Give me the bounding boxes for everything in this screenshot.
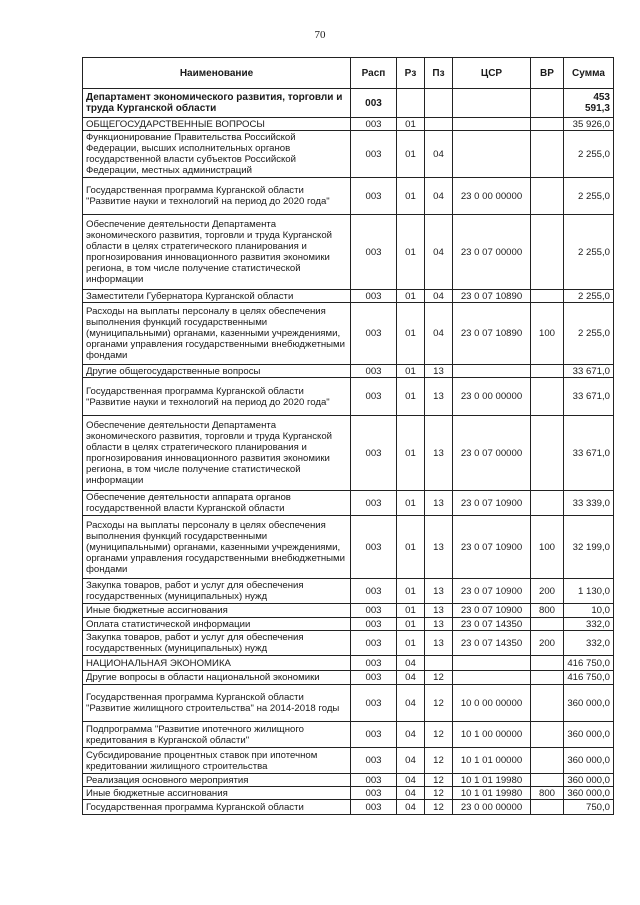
cell-pz: 04	[425, 303, 453, 365]
cell-rz: 01	[397, 365, 425, 378]
cell-pz	[425, 89, 453, 118]
cell-rasp: 003	[351, 118, 397, 131]
cell-rasp: 003	[351, 178, 397, 215]
cell-rz: 01	[397, 604, 425, 618]
cell-rasp: 003	[351, 290, 397, 303]
cell-rasp: 003	[351, 89, 397, 118]
cell-vr	[531, 365, 564, 378]
cell-sum: 2 255,0	[564, 215, 614, 290]
table-row	[83, 604, 614, 618]
cell-rz: 01	[397, 416, 425, 491]
table-row	[83, 671, 614, 685]
cell-vr	[531, 618, 564, 631]
cell-csr	[453, 131, 531, 178]
cell-vr	[531, 378, 564, 416]
cell-sum: 2 255,0	[564, 131, 614, 178]
cell-sum: 360 000,0	[564, 774, 614, 787]
cell-sum: 33 671,0	[564, 416, 614, 491]
cell-pz: 13	[425, 378, 453, 416]
cell-name: Государственная программа Курганской области "Развитие жилищного строительства" на 2014-2018 годы	[83, 685, 351, 722]
cell-name: Другие вопросы в области национальной экономики	[83, 671, 351, 685]
cell-rz: 04	[397, 656, 425, 671]
cell-rasp: 003	[351, 416, 397, 491]
cell-vr	[531, 89, 564, 118]
cell-pz: 12	[425, 800, 453, 815]
cell-csr: 23 0 07 10890	[453, 290, 531, 303]
column-header-sum: Сумма	[564, 58, 614, 89]
cell-name: Государственная программа Курганской области	[83, 800, 351, 815]
cell-rasp: 003	[351, 516, 397, 579]
cell-rz: 04	[397, 748, 425, 774]
cell-sum: 332,0	[564, 618, 614, 631]
table-row	[83, 656, 614, 671]
cell-name: Реализация основного мероприятия	[83, 774, 351, 787]
cell-pz: 12	[425, 748, 453, 774]
cell-rz: 04	[397, 722, 425, 748]
cell-vr	[531, 178, 564, 215]
table-row	[83, 748, 614, 774]
cell-pz: 04	[425, 290, 453, 303]
table-row	[83, 416, 614, 491]
table-row	[83, 215, 614, 290]
cell-pz: 12	[425, 774, 453, 787]
cell-rasp: 003	[351, 365, 397, 378]
cell-rz: 01	[397, 491, 425, 516]
column-header-rz: Рз	[397, 58, 425, 89]
cell-pz: 04	[425, 178, 453, 215]
cell-vr	[531, 671, 564, 685]
cell-rasp: 003	[351, 671, 397, 685]
cell-csr: 23 0 07 00000	[453, 416, 531, 491]
cell-rz: 01	[397, 516, 425, 579]
cell-name: Расходы на выплаты персоналу в целях обеспечения выполнения функций государственными (муниципальными) органами, казенными учреждениями, органами управления государственными внебюджетными фондами	[83, 303, 351, 365]
cell-sum: 750,0	[564, 800, 614, 815]
cell-csr	[453, 365, 531, 378]
cell-sum: 360 000,0	[564, 722, 614, 748]
cell-csr: 10 1 01 00000	[453, 748, 531, 774]
table-row	[83, 378, 614, 416]
table-row	[83, 290, 614, 303]
cell-sum: 1 130,0	[564, 579, 614, 604]
cell-csr: 10 1 01 19980	[453, 774, 531, 787]
cell-csr: 23 0 00 00000	[453, 178, 531, 215]
cell-csr	[453, 671, 531, 685]
cell-csr: 23 0 07 10890	[453, 303, 531, 365]
cell-pz: 13	[425, 579, 453, 604]
cell-csr: 23 0 07 14350	[453, 618, 531, 631]
table-body	[83, 89, 614, 815]
cell-rz: 04	[397, 800, 425, 815]
cell-sum: 10,0	[564, 604, 614, 618]
cell-csr	[453, 89, 531, 118]
cell-rz: 04	[397, 671, 425, 685]
table-row	[83, 178, 614, 215]
cell-csr: 10 0 00 00000	[453, 685, 531, 722]
cell-rasp: 003	[351, 378, 397, 416]
table-row	[83, 618, 614, 631]
table-row	[83, 787, 614, 800]
cell-vr	[531, 416, 564, 491]
cell-name: Закупка товаров, работ и услуг для обеспечения государственных (муниципальных) нужд	[83, 579, 351, 604]
cell-rz: 01	[397, 618, 425, 631]
table-header-row	[83, 58, 614, 89]
cell-name: Субсидирование процентных ставок при ипотечном кредитовании жилищного строительства	[83, 748, 351, 774]
cell-name: Закупка товаров, работ и услуг для обеспечения государственных (муниципальных) нужд	[83, 631, 351, 656]
cell-pz: 12	[425, 671, 453, 685]
cell-name: Расходы на выплаты персоналу в целях обеспечения выполнения функций государственными (муниципальными) органами, казенными учреждениями, органами управления государственными внебюджетными фондами	[83, 516, 351, 579]
cell-rasp: 003	[351, 800, 397, 815]
table-row	[83, 631, 614, 656]
cell-sum: 32 199,0	[564, 516, 614, 579]
cell-csr: 10 1 01 19980	[453, 787, 531, 800]
cell-vr	[531, 215, 564, 290]
cell-csr: 23 0 07 10900	[453, 579, 531, 604]
column-header-csr: ЦСР	[453, 58, 531, 89]
cell-vr	[531, 774, 564, 787]
table-row	[83, 722, 614, 748]
cell-sum: 2 255,0	[564, 303, 614, 365]
table-row	[83, 579, 614, 604]
cell-pz: 13	[425, 491, 453, 516]
cell-rz: 01	[397, 378, 425, 416]
cell-pz: 12	[425, 787, 453, 800]
cell-pz: 04	[425, 131, 453, 178]
column-header-pz: Пз	[425, 58, 453, 89]
cell-csr	[453, 656, 531, 671]
cell-sum: 2 255,0	[564, 178, 614, 215]
cell-csr: 23 0 07 10900	[453, 516, 531, 579]
cell-rasp: 003	[351, 722, 397, 748]
cell-pz: 12	[425, 685, 453, 722]
cell-pz: 13	[425, 604, 453, 618]
cell-csr: 10 1 00 00000	[453, 722, 531, 748]
cell-pz: 13	[425, 365, 453, 378]
cell-name: Заместители Губернатора Курганской области	[83, 290, 351, 303]
cell-sum: 360 000,0	[564, 787, 614, 800]
cell-rz: 04	[397, 787, 425, 800]
column-header-rasp: Расп	[351, 58, 397, 89]
cell-sum: 416 750,0	[564, 671, 614, 685]
cell-csr	[453, 118, 531, 131]
table-row	[83, 303, 614, 365]
cell-sum: 33 339,0	[564, 491, 614, 516]
cell-name: Функционирование Правительства Российской Федерации, высших исполнительных органов государственной власти субъектов Российской Федерации, местных администраций	[83, 131, 351, 178]
cell-sum: 2 255,0	[564, 290, 614, 303]
cell-name: Обеспечение деятельности Департамента экономического развития, торговли и труда Курганской области в целях стратегического планирования и прогнозирования инновационного развития экономики региона, в том числе получение статистической информации	[83, 215, 351, 290]
cell-rasp: 003	[351, 303, 397, 365]
cell-sum: 35 926,0	[564, 118, 614, 131]
table-row	[83, 516, 614, 579]
table-row	[83, 800, 614, 815]
cell-rz: 01	[397, 131, 425, 178]
cell-name: ОБЩЕГОСУДАРСТВЕННЫЕ ВОПРОСЫ	[83, 118, 351, 131]
cell-pz: 13	[425, 516, 453, 579]
cell-rz: 01	[397, 631, 425, 656]
cell-rasp: 003	[351, 656, 397, 671]
cell-name: Оплата статистической информации	[83, 618, 351, 631]
table-row	[83, 131, 614, 178]
cell-vr	[531, 722, 564, 748]
cell-rasp: 003	[351, 774, 397, 787]
cell-sum: 332,0	[564, 631, 614, 656]
cell-rasp: 003	[351, 685, 397, 722]
cell-csr: 23 0 00 00000	[453, 800, 531, 815]
cell-csr: 23 0 07 10900	[453, 604, 531, 618]
cell-name: Департамент экономического развития, торговли и труда Курганской области	[83, 89, 351, 118]
cell-vr: 100	[531, 303, 564, 365]
cell-rasp: 003	[351, 215, 397, 290]
cell-name: Обеспечение деятельности Департамента экономического развития, торговли и труда Курганской области в целях стратегического планирования и прогнозирования инновационного развития экономики региона, в том числе получение статистической информации	[83, 416, 351, 491]
cell-rz: 01	[397, 290, 425, 303]
cell-rasp: 003	[351, 618, 397, 631]
cell-rasp: 003	[351, 631, 397, 656]
cell-name: Государственная программа Курганской области "Развитие науки и технологий на период до 2020 года"	[83, 178, 351, 215]
cell-rasp: 003	[351, 579, 397, 604]
cell-sum: 360 000,0	[564, 748, 614, 774]
cell-pz: 13	[425, 416, 453, 491]
cell-vr: 200	[531, 579, 564, 604]
cell-pz	[425, 656, 453, 671]
cell-vr: 200	[531, 631, 564, 656]
cell-sum: 360 000,0	[564, 685, 614, 722]
cell-vr	[531, 491, 564, 516]
cell-name: НАЦИОНАЛЬНАЯ ЭКОНОМИКА	[83, 656, 351, 671]
cell-rasp: 003	[351, 491, 397, 516]
table-row	[83, 365, 614, 378]
column-header-vr: ВР	[531, 58, 564, 89]
cell-name: Иные бюджетные ассигнования	[83, 604, 351, 618]
cell-rasp: 003	[351, 787, 397, 800]
cell-rz: 04	[397, 774, 425, 787]
cell-rasp: 003	[351, 604, 397, 618]
table-row	[83, 89, 614, 118]
cell-pz: 13	[425, 618, 453, 631]
cell-vr	[531, 131, 564, 178]
cell-csr: 23 0 07 14350	[453, 631, 531, 656]
table-row	[83, 774, 614, 787]
column-header-name: Наименование	[83, 58, 351, 89]
cell-csr: 23 0 00 00000	[453, 378, 531, 416]
cell-vr: 800	[531, 604, 564, 618]
cell-name: Подпрограмма "Развитие ипотечного жилищного кредитования в Курганской области"	[83, 722, 351, 748]
table-row	[83, 118, 614, 131]
cell-vr	[531, 290, 564, 303]
cell-vr: 100	[531, 516, 564, 579]
cell-rz: 01	[397, 178, 425, 215]
cell-rz: 01	[397, 118, 425, 131]
cell-pz: 12	[425, 722, 453, 748]
cell-sum: 33 671,0	[564, 365, 614, 378]
cell-csr: 23 0 07 00000	[453, 215, 531, 290]
cell-vr	[531, 748, 564, 774]
cell-rasp: 003	[351, 131, 397, 178]
cell-vr	[531, 118, 564, 131]
table-row	[83, 491, 614, 516]
cell-pz: 13	[425, 631, 453, 656]
cell-sum: 33 671,0	[564, 378, 614, 416]
cell-rasp: 003	[351, 748, 397, 774]
page-number: 70	[314, 29, 326, 41]
cell-csr: 23 0 07 10900	[453, 491, 531, 516]
cell-pz	[425, 118, 453, 131]
budget-table	[82, 57, 614, 815]
cell-name: Государственная программа Курганской области "Развитие науки и технологий на период до 2020 года"	[83, 378, 351, 416]
cell-name: Иные бюджетные ассигнования	[83, 787, 351, 800]
cell-sum: 416 750,0	[564, 656, 614, 671]
cell-vr: 800	[531, 787, 564, 800]
cell-name: Другие общегосударственные вопросы	[83, 365, 351, 378]
cell-rz: 01	[397, 215, 425, 290]
cell-vr	[531, 800, 564, 815]
cell-rz: 01	[397, 579, 425, 604]
cell-rz	[397, 89, 425, 118]
cell-rz: 04	[397, 685, 425, 722]
cell-vr	[531, 685, 564, 722]
cell-name: Обеспечение деятельности аппарата органов государственной власти Курганской области	[83, 491, 351, 516]
cell-rz: 01	[397, 303, 425, 365]
table-row	[83, 685, 614, 722]
cell-vr	[531, 656, 564, 671]
cell-sum: 453 591,3	[564, 89, 614, 118]
cell-pz: 04	[425, 215, 453, 290]
